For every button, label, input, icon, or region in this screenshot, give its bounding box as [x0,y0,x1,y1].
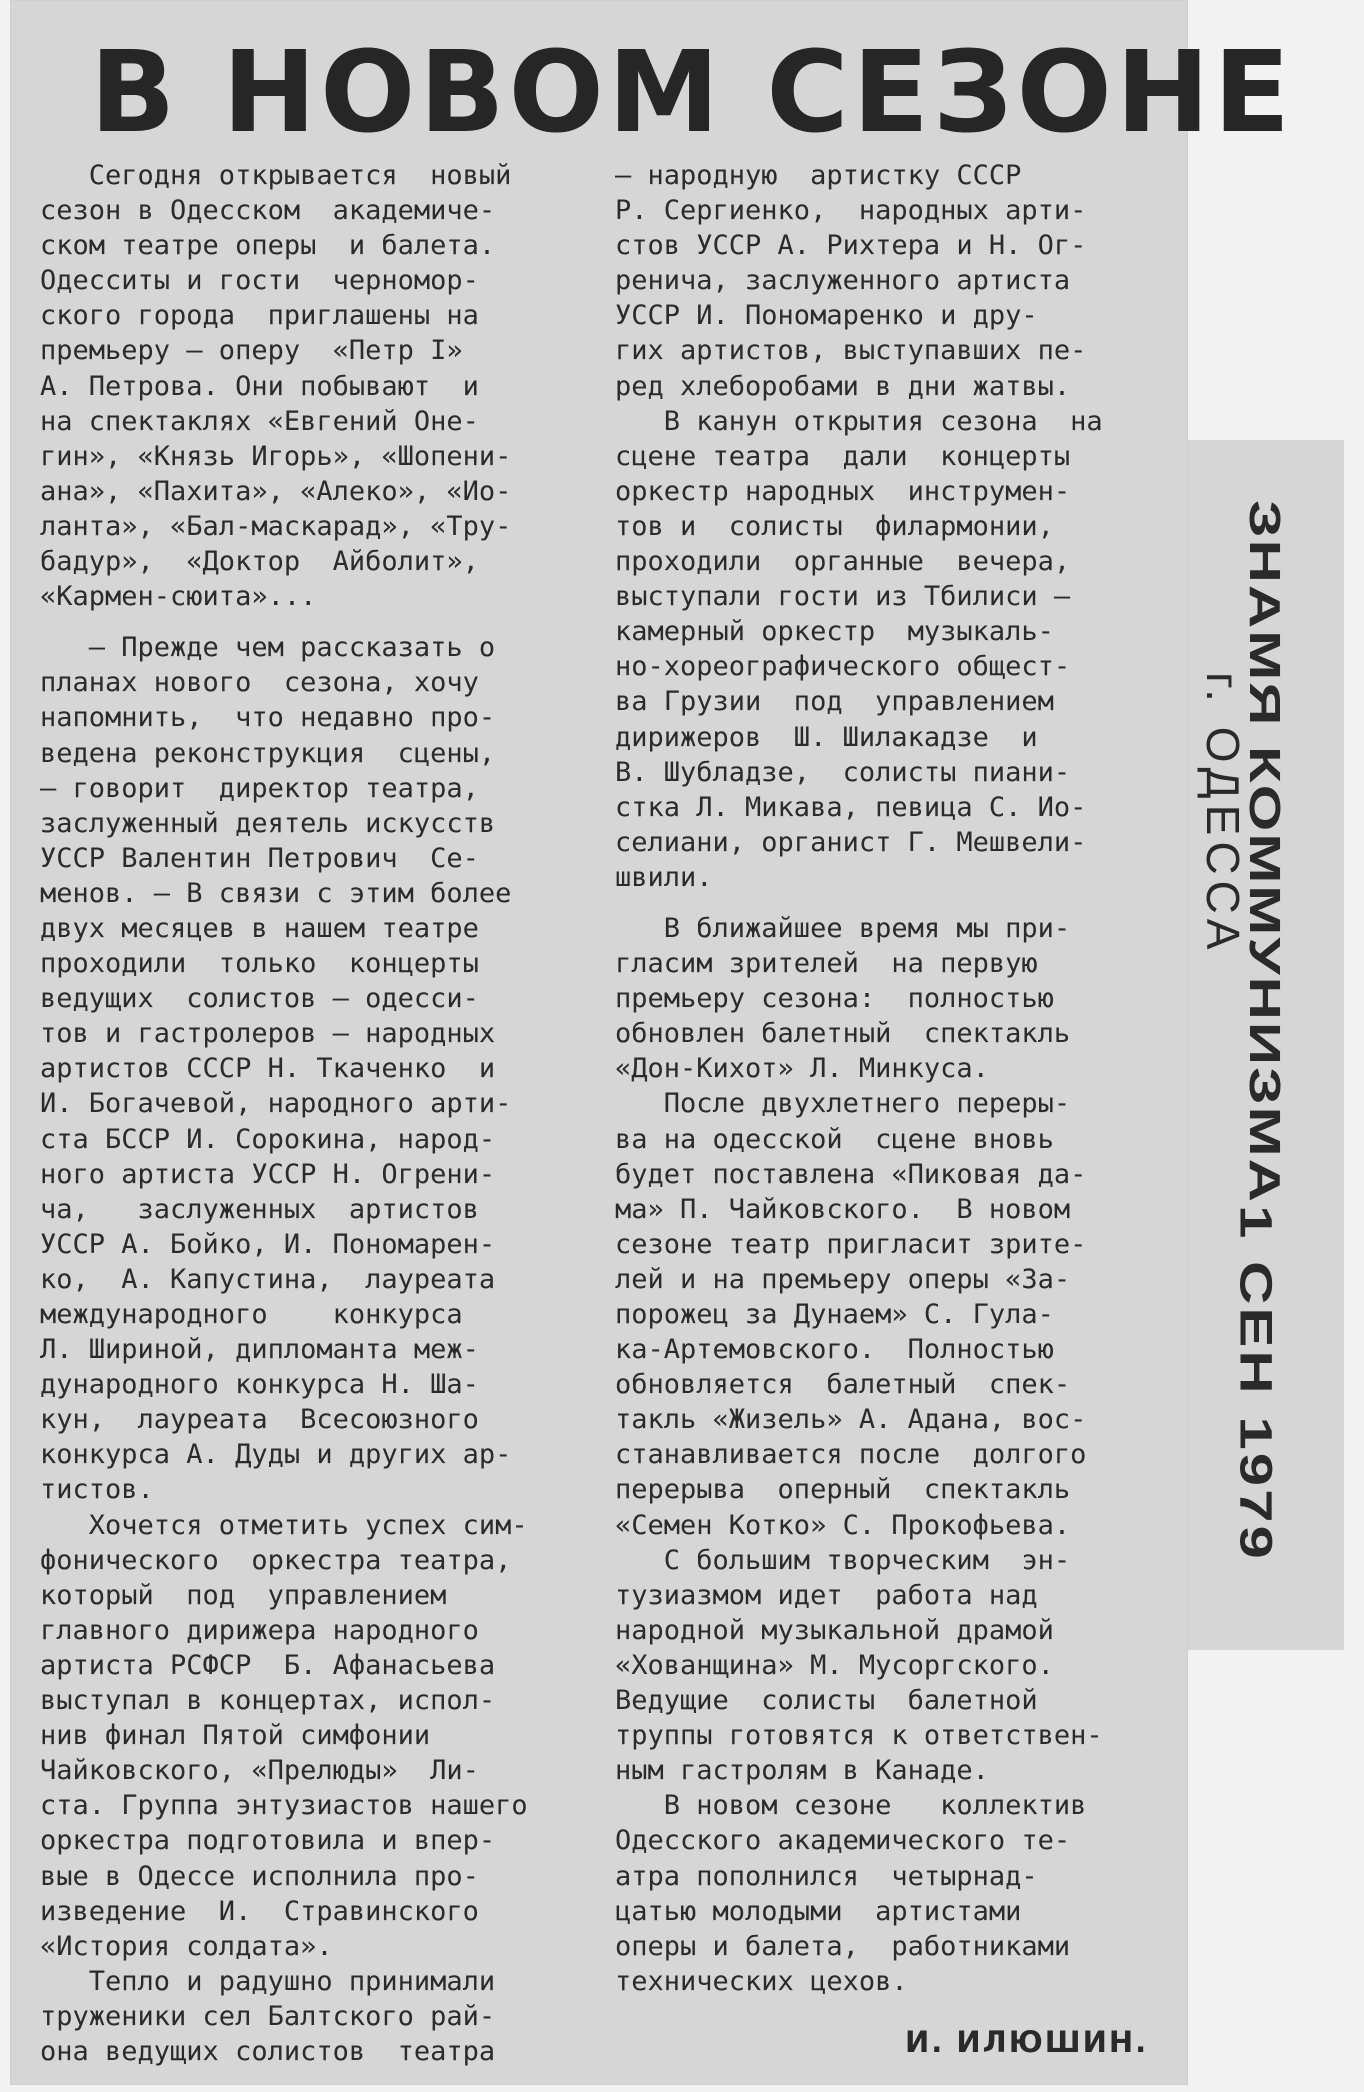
article-line: оперы и балета, работниками [615,1930,1071,1962]
article-line: кун, лауреата Всесоюзного [40,1404,479,1436]
article-line: ным гастролям в Канаде. [615,1755,989,1787]
article-line: артиста РСФСР Б. Афанасьева [40,1649,496,1681]
article-line: ко, А. Капустина, лауреата [40,1263,496,1295]
article-line: тузиазмом идет работа над [615,1579,1038,1611]
article-line: премьеру — оперу «Петр I» [40,335,463,367]
article-line: селиани, органист Г. Мешвели- [615,826,1087,858]
article-line: будет поставлена «Пиковая да- [615,1158,1087,1190]
article-line: камерный оркестр музыкаль- [615,616,1054,648]
article-line: ва на одесской сцене вновь [615,1123,1054,1155]
article-line: гласим зрителей на первую [615,948,1038,980]
article-line: Л. Шириной, дипломанта меж- [40,1334,479,1366]
article-line: который под управлением [40,1579,447,1611]
article-line: дународного конкурса Н. Ша- [40,1369,479,1401]
article-line: ведена реконструкция сцены, [40,737,496,769]
article-line: обновляется балетный спек- [615,1369,1071,1401]
article-line: Ведущие солисты балетной [615,1685,1038,1717]
article-line: Р. Сергиенко, народных арти- [615,195,1087,227]
article-line: В. Шубладзе, солисты пиани- [615,756,1071,788]
article-line: труппы готовятся к ответствен- [615,1720,1103,1752]
article-line: Одесситы и гости черномор- [40,265,479,297]
article-line: Хочется отметить успех сим- [40,1509,528,1541]
article-line: С большим творческим эн- [615,1544,1071,1576]
article-line: обновлен балетный спектакль [615,1018,1071,1050]
article-line: сезон в Одесском академиче- [40,195,496,227]
article-line: ста БССР И. Сорокина, народ- [40,1123,496,1155]
article-line: ана», «Пахита», «Алеко», «Ио- [40,475,512,507]
article-line: артистов СССР Н. Ткаченко и [40,1053,496,1085]
article-line: ва Грузии под управлением [615,686,1054,718]
stamp-date: 1 СЕН 1979 [1230,1205,1281,1562]
article-line: премьеру сезона: полностью [615,983,1054,1015]
article-line: тов и солисты филармонии, [615,510,1054,542]
article-line: выступали гости из Тбилиси — [615,581,1071,613]
article-line: ма» П. Чайковского. В новом [615,1193,1071,1225]
article-line: оркестр народных инструмен- [615,475,1071,507]
article-line: ред хлеборобами в дни жатвы. [615,370,1071,402]
article-line: сезоне театр пригласит зрите- [615,1228,1087,1260]
article-line: технических цехов. [615,1965,908,1997]
article-line: лей и на премьеру оперы «За- [615,1263,1071,1295]
article-line: УССР Валентин Петрович Се- [40,842,479,874]
article-line: — говорит директор театра, [40,772,479,804]
article-line: И. Богачевой, народного арти- [40,1088,512,1120]
article-line: В новом сезоне коллектив [615,1790,1087,1822]
article-line: цатью молодыми артистами [615,1895,1022,1927]
article-line: — Прежде чем рассказать о [40,632,496,664]
article-line: международного конкурса [40,1299,463,1330]
article-line: швили. [615,861,713,893]
article-line: проходили органные вечера, [615,546,1071,578]
article-line: ведущих солистов — одесси- [40,983,479,1015]
article-line: В ближайшее время мы при- [615,912,1071,944]
article-line: конкурса А. Дуды и других ар- [40,1439,512,1471]
article-line: ка-Артемовского. Полностью [615,1334,1054,1366]
article-line: А. Петрова. Они побывают и [40,370,479,402]
article-line: атра пополнился четырнад- [615,1860,1038,1892]
article-line: нив финал Пятой симфонии [40,1720,431,1752]
article-line: стка Л. Микава, певица С. Ио- [615,791,1087,823]
paragraph-gap [40,614,585,630]
article-line: оркестра подготовила и впер- [40,1825,496,1857]
article-line: изведение И. Стравинского [40,1895,479,1927]
article-line: «Кармен-сюита»... [40,581,317,613]
article-line: гин», «Князь Игорь», «Шопени- [40,440,512,472]
article-line: ланта», «Бал-маскарад», «Тру- [40,510,512,542]
article-line: тистов. [40,1474,154,1506]
article-line: «Семен Котко» С. Прокофьева. [615,1509,1071,1541]
article-line: вые в Одессе исполнила про- [40,1860,479,1892]
article-line: «Дон-Кихот» Л. Минкуса. [615,1053,989,1085]
article-line: Тепло и радушно принимали [40,1965,496,1997]
article-line: ском театре оперы и балета. [40,230,496,262]
article-line: дирижеров Ш. Шилакадзе и [615,721,1038,753]
article-line: она ведущих солистов театра [40,2035,496,2067]
article-line: выступал в концертах, испол- [40,1685,496,1717]
article-line: ского города приглашены на [40,300,479,332]
headline: В НОВОМ СЕЗОНЕ [90,28,1295,158]
article-line: бадур», «Доктор Айболит», [40,546,479,578]
article-line: тов и гастролеров — народных [40,1018,496,1050]
article-line: планах нового сезона, хочу [40,667,479,699]
article-line: проходили только концерты [40,948,479,980]
article-line: перерыва оперный спектакль [615,1474,1071,1506]
article-line: ста. Группа энтузиастов нашего [40,1790,528,1822]
article-line: После двухлетнего переры- [615,1088,1071,1120]
article-line: УССР И. Пономаренко и дру- [615,300,1038,332]
article-line: УССР А. Бойко, И. Пономарен- [40,1228,496,1260]
paragraph-gap [615,895,1170,911]
article-line: «История солдата». [40,1930,333,1962]
stamp-newspaper-name: ЗНАМЯ КОММУНИЗМА [1240,500,1289,1204]
article-line: но-хореографического общест- [615,651,1071,683]
article-line: ного артиста УССР Н. Огрени- [40,1158,496,1190]
article-line: труженики сел Балтского рай- [40,2000,496,2032]
article-line: главного дирижера народного [40,1614,479,1646]
article-line: порожец за Дунаем» С. Гула- [615,1299,1054,1330]
article-column-right [615,158,1170,1999]
article-line: — народную артистку СССР [615,160,1022,191]
article-column-left [40,158,585,2069]
article-line: заслуженный деятель искусств [40,807,496,839]
article-line: такль «Жизель» А. Адана, вос- [615,1404,1087,1436]
article-line: на спектаклях «Евгений Оне- [40,405,479,437]
author-signature: И. ИЛЮШИН. [905,2025,1149,2059]
article-line: Одесского академического те- [615,1825,1071,1857]
article-line: станавливается после долгого [615,1439,1087,1471]
article-line: В канун открытия сезона на [615,405,1103,437]
article-line: ренича, заслуженного артиста [615,265,1071,297]
stamp-city: г. ОДЕССА [1197,672,1249,956]
article-line: «Хованщина» М. Мусоргского. [615,1649,1054,1681]
article-line: народной музыкальной драмой [615,1614,1054,1646]
article-line: ча, заслуженных артистов [40,1193,479,1225]
article-line: гих артистов, выступавших пе- [615,335,1087,367]
article-line: сцене театра дали концерты [615,440,1071,472]
article-line: Чайковского, «Прелюды» Ли- [40,1755,479,1787]
article-line: Сегодня открывается новый [40,160,512,191]
article-line: стов УССР А. Рихтера и Н. Ог- [615,230,1087,262]
article-line: двух месяцев в нашем театре [40,912,479,944]
article-line: фонического оркестра театра, [40,1544,512,1576]
article-line: напомнить, что недавно про- [40,702,496,734]
article-line: менов. — В связи с этим более [40,877,512,909]
